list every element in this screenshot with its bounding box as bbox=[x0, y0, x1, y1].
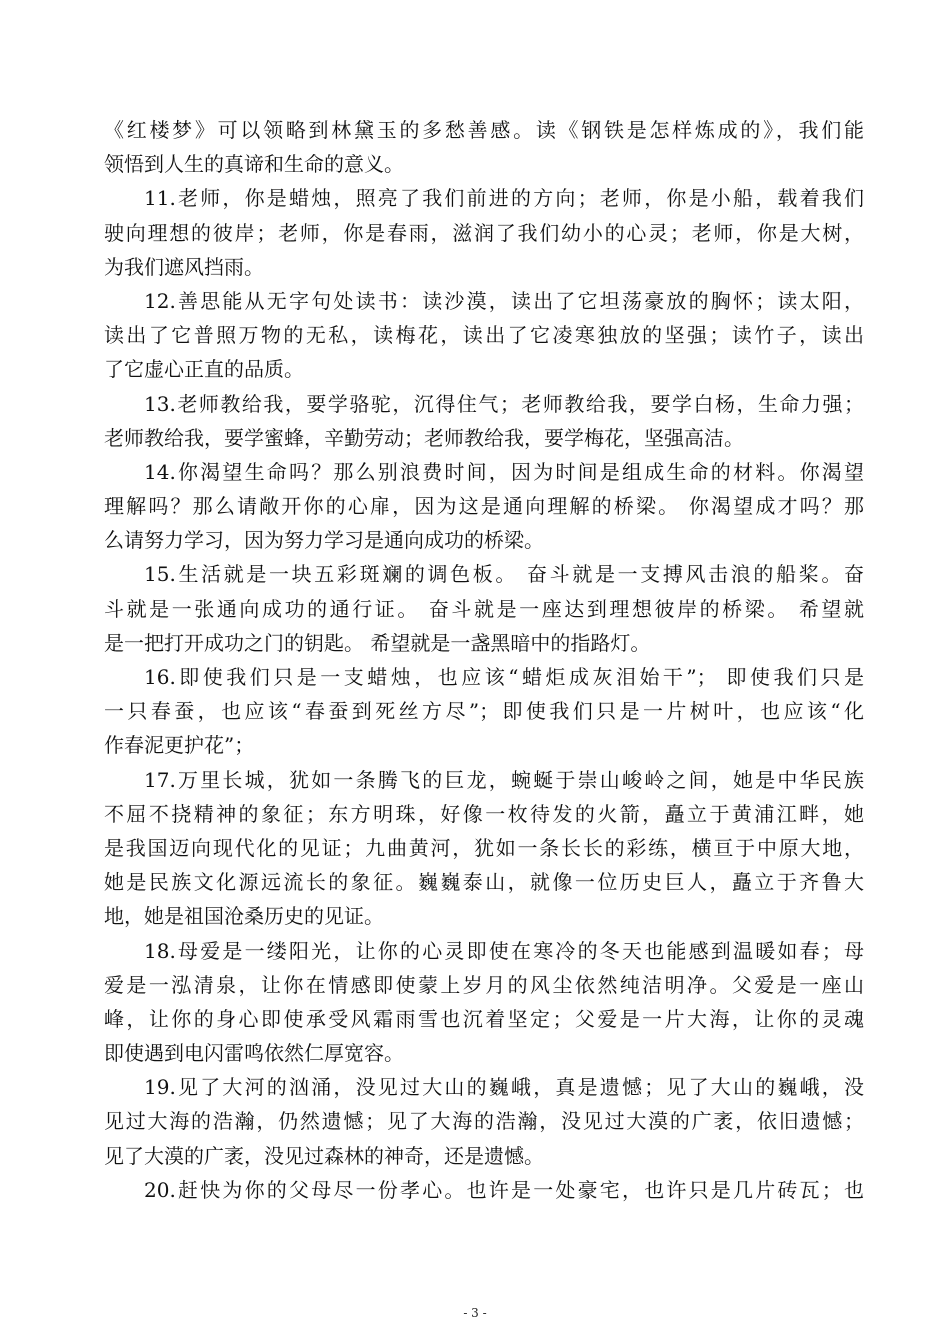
text-line: 为我们遮风挡雨。 bbox=[104, 254, 264, 279]
text-line: 见过大海的浩瀚，仍然遗憾；见了大海的浩瀚，没见过大漠的广袤，依旧遗憾； bbox=[104, 1109, 864, 1134]
text-line: 《红楼梦》可以领略到林黛玉的多愁善感。读《钢铁是怎样炼成的》，我们能 bbox=[104, 118, 864, 142]
text-line: 17.万里长城，犹如一条腾飞的巨龙，蜿蜒于崇山峻岭之间，她是中华民族 bbox=[144, 767, 864, 792]
page-number: - 3 - bbox=[463, 1306, 487, 1320]
text-line: 作春泥更护花”； bbox=[104, 733, 255, 758]
text-line: 18.母爱是一缕阳光，让你的心灵即使在寒冷的冬天也能感到温暖如春；母 bbox=[144, 938, 864, 963]
text-line: 爱是一泓清泉，让你在情感即使蒙上岁月的风尘依然纯洁明净。父爱是一座山 bbox=[104, 972, 864, 997]
text-line: 理解吗？那么请敞开你的心扉，因为这是通向理解的桥梁。 你渴望成才吗？那 bbox=[104, 494, 864, 519]
text-line: 见了大漠的广袤，没见过森林的神奇，还是遗憾。 bbox=[104, 1143, 544, 1168]
text-line: 一只春蚕，也应该“春蚕到死丝方尽”；即使我们只是一片树叶，也应该“化 bbox=[104, 699, 864, 724]
text-line: 12.善思能从无字句处读书：读沙漠，读出了它坦荡豪放的胸怀；读太阳， bbox=[144, 288, 864, 313]
text-line: 13.老师教给我，要学骆驼，沉得住气；老师教给我，要学白杨，生命力强； bbox=[144, 391, 864, 416]
text-line: 么请努力学习，因为努力学习是通向成功的桥梁。 bbox=[104, 528, 544, 553]
text-line: 驶向理想的彼岸；老师，你是春雨，滋润了我们幼小的心灵；老师，你是大树， bbox=[104, 220, 864, 245]
text-line: 峰，让你的身心即使承受风霜雨雪也沉着坚定；父爱是一片大海，让你的灵魂 bbox=[104, 1006, 864, 1031]
text-line: 了它虚心正直的品质。 bbox=[104, 357, 304, 382]
text-line: 斗就是一张通向成功的通行证。 奋斗就是一座达到理想彼岸的桥梁。 希望就 bbox=[104, 596, 864, 621]
text-line: 是一把打开成功之门的钥匙。 希望就是一盏黑暗中的指路灯。 bbox=[104, 630, 651, 655]
text-line: 她是民族文化源远流长的象征。巍巍泰山，就像一位历史巨人，矗立于齐鲁大 bbox=[104, 870, 864, 895]
text-line: 11.老师，你是蜡烛，照亮了我们前进的方向；老师，你是小船，载着我们 bbox=[144, 186, 864, 211]
text-line: 16.即使我们只是一支蜡烛，也应该“蜡炬成灰泪始干”； 即使我们只是 bbox=[144, 665, 864, 689]
text-line: 不屈不挠精神的象征；东方明珠，好像一枚待发的火箭，矗立于黄浦江畔，她 bbox=[104, 801, 864, 826]
text-line: 地，她是祖国沧桑历史的见证。 bbox=[104, 904, 384, 929]
text-line: 是我国迈向现代化的见证；九曲黄河，犹如一条长长的彩练，横亘于中原大地， bbox=[104, 835, 864, 860]
text-line: 15.生活就是一块五彩斑斓的调色板。 奋斗就是一支搏风击浪的船桨。奋 bbox=[144, 562, 864, 587]
text-line: 即使遇到电闪雷鸣依然仁厚宽容。 bbox=[104, 1041, 404, 1066]
text-line: 老师教给我，要学蜜蜂，辛勤劳动；老师教给我，要学梅花，坚强高洁。 bbox=[104, 425, 744, 450]
text-line: 20.赶快为你的父母尽一份孝心。也许是一处豪宅，也许只是几片砖瓦；也 bbox=[144, 1177, 864, 1202]
text-line: 领悟到人生的真谛和生命的意义。 bbox=[104, 152, 404, 177]
body-text bbox=[104, 113, 864, 1207]
text-line: 读出了它普照万物的无私，读梅花，读出了它凌寒独放的坚强；读竹子，读出 bbox=[104, 323, 864, 348]
text-line: 14.你渴望生命吗？那么别浪费时间，因为时间是组成生命的材料。你渴望 bbox=[144, 459, 864, 484]
text-line: 19.见了大河的汹涌，没见过大山的巍峨，真是遗憾；见了大山的巍峨，没 bbox=[144, 1075, 864, 1100]
